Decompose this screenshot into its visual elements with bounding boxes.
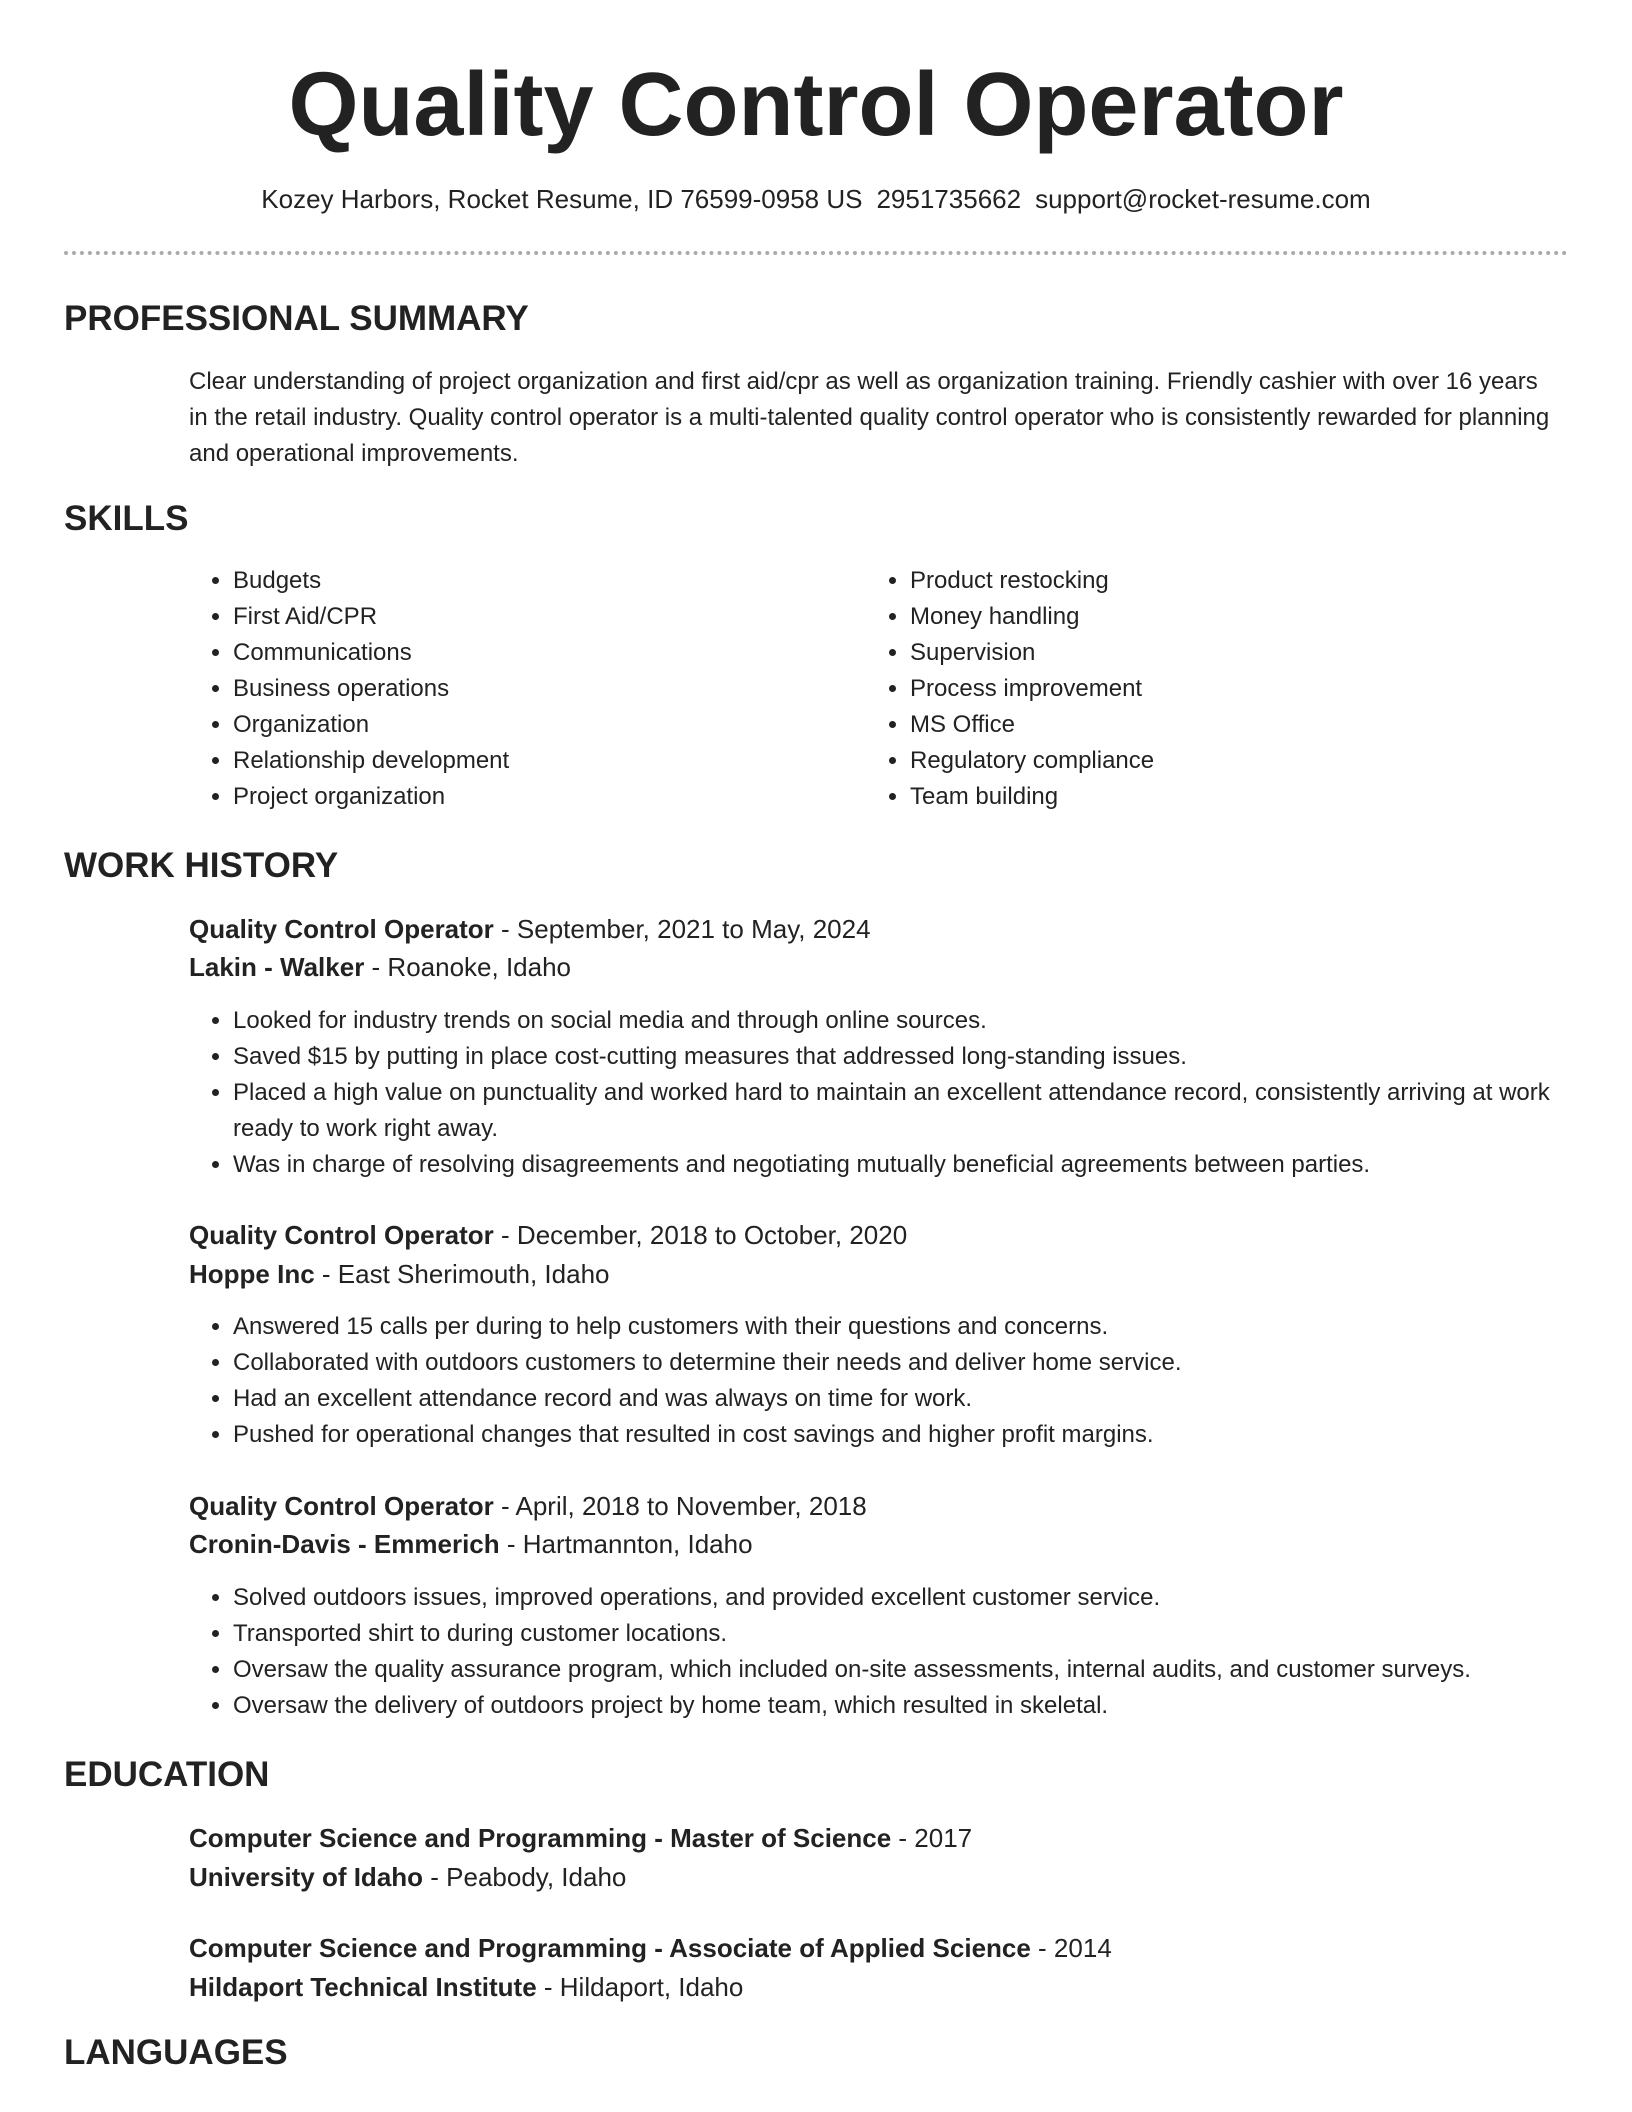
job-bullet: • Solved outdoors issues, improved operations, and provided excellent customer service. bbox=[233, 1580, 1603, 1616]
job-company-line bbox=[189, 1526, 753, 1562]
job-location: - East Sherimouth, Idaho bbox=[314, 1259, 610, 1289]
job-title: Quality Control Operator bbox=[189, 1220, 494, 1250]
skill-item: • First Aid/CPR bbox=[233, 599, 853, 635]
skill-item: • Project organization bbox=[233, 779, 853, 815]
job-bullet: • Transported shirt to during customer locations. bbox=[233, 1616, 1603, 1652]
skill-item: • Team building bbox=[910, 779, 1530, 815]
education-degree: Computer Science and Programming - Master of Science bbox=[189, 1823, 892, 1853]
job-title-line bbox=[189, 1488, 867, 1524]
contact-line bbox=[0, 182, 1632, 216]
education-school: Hildaport Technical Institute bbox=[189, 1972, 537, 2002]
job-title: Quality Control Operator bbox=[189, 1491, 494, 1521]
job-bullet: • Pushed for operational changes that resulted in cost savings and higher profit margins. bbox=[233, 1417, 1603, 1453]
education-degree-line bbox=[189, 1930, 1112, 1966]
job-bullet: • Answered 15 calls per during to help customers with their questions and concerns. bbox=[233, 1309, 1603, 1345]
job-bullet: • Was in charge of resolving disagreements and negotiating mutually beneficial agreements between parties. bbox=[233, 1147, 1603, 1183]
job-bullets bbox=[189, 1580, 1603, 1724]
job-bullet: • Oversaw the quality assurance program, which included on-site assessments, internal audits, and customer surveys. bbox=[233, 1652, 1603, 1688]
job-location: - Hartmannton, Idaho bbox=[499, 1529, 753, 1559]
job-title-line bbox=[189, 911, 871, 947]
education-year: - 2014 bbox=[1030, 1933, 1112, 1963]
skill-item: • Product restocking bbox=[910, 563, 1530, 599]
job-bullet: • Saved $15 by putting in place cost-cutting measures that addressed long-standing issues. bbox=[233, 1039, 1603, 1075]
job-company-line bbox=[189, 949, 571, 985]
header-divider bbox=[64, 251, 1568, 255]
education-school-line bbox=[189, 1859, 626, 1895]
section-title-work: WORK HISTORY bbox=[64, 846, 339, 885]
skill-item: • Process improvement bbox=[910, 671, 1530, 707]
education-school-line bbox=[189, 1969, 743, 2005]
job-location: - Roanoke, Idaho bbox=[364, 952, 572, 982]
contact-email[interactable]: support@rocket-resume.com bbox=[1035, 184, 1371, 214]
contact-address: Kozey Harbors, Rocket Resume, ID 76599-0958 US bbox=[261, 184, 863, 214]
job-bullet: • Collaborated with outdoors customers to determine their needs and deliver home service. bbox=[233, 1345, 1603, 1381]
section-title-languages: LANGUAGES bbox=[64, 2033, 288, 2072]
skill-item: • Business operations bbox=[233, 671, 853, 707]
skill-item: • Communications bbox=[233, 635, 853, 671]
skills-list-left bbox=[189, 563, 853, 815]
section-title-skills: SKILLS bbox=[64, 499, 189, 538]
skill-item: • MS Office bbox=[910, 707, 1530, 743]
education-degree-line bbox=[189, 1820, 972, 1856]
job-company-line bbox=[189, 1256, 610, 1292]
job-bullet: • Looked for industry trends on social media and through online sources. bbox=[233, 1003, 1603, 1039]
skill-item: • Organization bbox=[233, 707, 853, 743]
skill-item: • Budgets bbox=[233, 563, 853, 599]
job-company: Hoppe Inc bbox=[189, 1259, 315, 1289]
job-bullet: • Placed a high value on punctuality and worked hard to maintain an excellent attendance record, consistently arriving at work ready to work right away. bbox=[233, 1075, 1603, 1147]
job-dates: - September, 2021 to May, 2024 bbox=[493, 914, 871, 944]
skill-item: • Money handling bbox=[910, 599, 1530, 635]
education-year: - 2017 bbox=[891, 1823, 973, 1853]
skill-item: • Regulatory compliance bbox=[910, 743, 1530, 779]
education-school: University of Idaho bbox=[189, 1862, 424, 1892]
job-dates: - April, 2018 to November, 2018 bbox=[493, 1491, 867, 1521]
job-bullet: • Oversaw the delivery of outdoors project by home team, which resulted in skeletal. bbox=[233, 1688, 1603, 1724]
skill-item: • Supervision bbox=[910, 635, 1530, 671]
education-location: - Hildaport, Idaho bbox=[536, 1972, 744, 2002]
summary-text: Clear understanding of project organization and first aid/cpr as well as organization training. Friendly cashier with over 16 years in the retail industry. Quality control operator is a multi-talented quality control operator who is consistently rewarded for planning and operational improvements. bbox=[189, 368, 1550, 467]
job-bullets bbox=[189, 1003, 1603, 1183]
job-bullets bbox=[189, 1309, 1603, 1453]
contact-phone: 2951735662 bbox=[876, 184, 1022, 214]
education-degree: Computer Science and Programming - Associate of Applied Science bbox=[189, 1933, 1031, 1963]
job-dates: - December, 2018 to October, 2020 bbox=[493, 1220, 908, 1250]
job-title: Quality Control Operator bbox=[189, 914, 494, 944]
job-company: Lakin - Walker bbox=[189, 952, 365, 982]
education-location: - Peabody, Idaho bbox=[423, 1862, 627, 1892]
skill-item: • Relationship development bbox=[233, 743, 853, 779]
job-company: Cronin-Davis - Emmerich bbox=[189, 1529, 500, 1559]
job-title-line bbox=[189, 1217, 907, 1253]
section-title-education: EDUCATION bbox=[64, 1755, 270, 1794]
section-title-summary: PROFESSIONAL SUMMARY bbox=[64, 299, 529, 338]
skills-list-right bbox=[866, 563, 1530, 815]
resume-name: Quality Control Operator bbox=[288, 55, 1344, 155]
job-bullet: • Had an excellent attendance record and was always on time for work. bbox=[233, 1381, 1603, 1417]
